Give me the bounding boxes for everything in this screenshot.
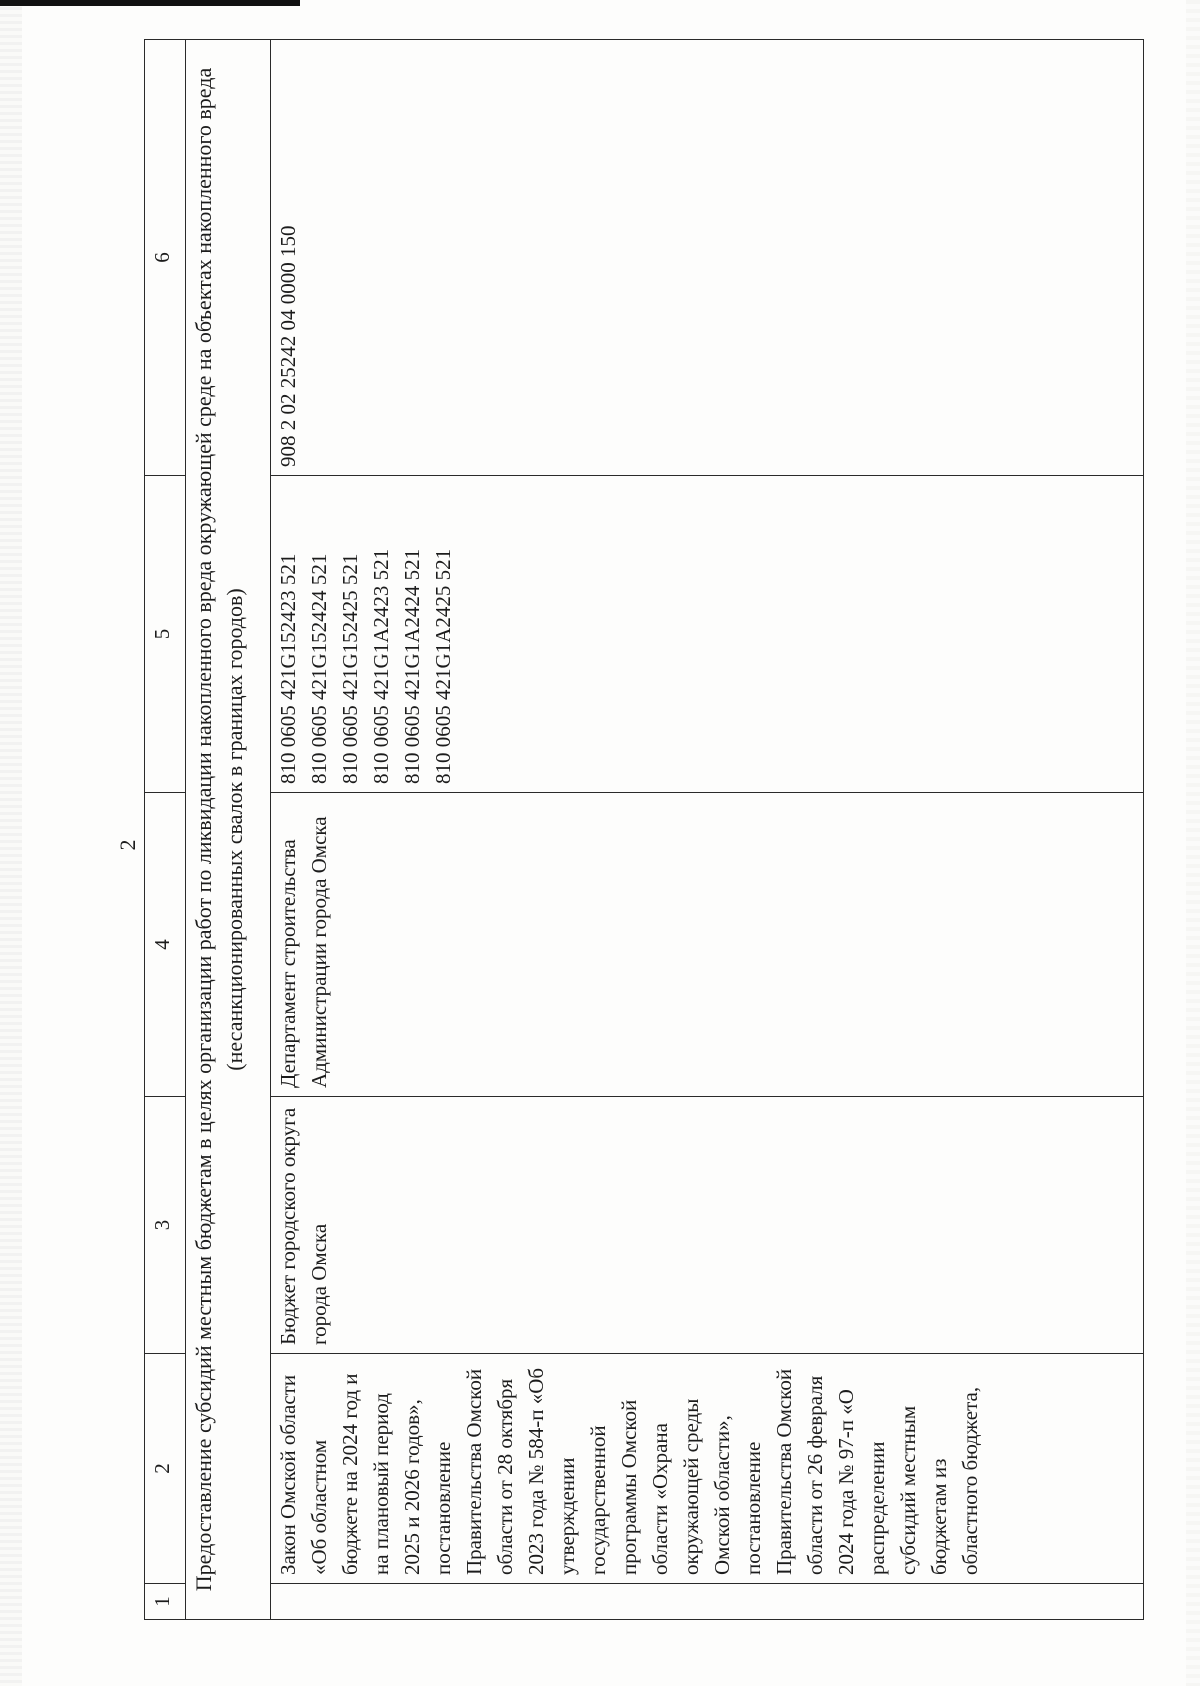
table-row [271,40,1144,1620]
budget-table [144,39,1144,1620]
column-number: 6 [145,40,186,476]
section-title: Предоставление субсидий местным бюджетам в целях организации работ по ликвидации накопленного вреда окружающей среде на объектах накопленного вреда (несанкционированных свалок в границах городов) [186,40,271,1620]
cell-revenue-code: 908 2 02 25242 04 0000 150 [271,40,1144,476]
column-number: 4 [145,793,186,1097]
scan-edge-right [1186,0,1200,1686]
cell-legal-basis: Закон Омской области «Об областном бюджете на 2024 год и на плановый период 2025 и 2026 годов», постановление Правительства Омской области от 28 октября 2023 года № 584-п «Об утверждении государственной программы Омской области «Охрана окружающей среды Омской области», постановление Правительства Омской области от 26 февраля 2024 года № 97-п «О распределении субсидий местным бюджетам из областного бюджета, [271,1354,1144,1584]
cell-expense-codes [271,476,1144,793]
rotated-table-wrapper [144,40,1144,1620]
cell-administrator: Департамент строительства Администрации города Омска [271,793,1144,1097]
expense-code: 810 0605 421G152423 521 [276,553,300,784]
cell-col1 [271,1584,1144,1620]
column-number: 2 [145,1354,186,1584]
expense-code: 810 0605 421G1A2424 521 [400,548,424,784]
section-title-row [186,40,271,1620]
expense-code: 810 0605 421G1A2425 521 [431,548,455,784]
column-number: 5 [145,476,186,793]
cell-budget: Бюджет городского округа города Омска [271,1097,1144,1354]
page-number: 2 [115,839,140,851]
expense-code: 810 0605 421G152424 521 [307,553,331,784]
scan-edge-left [0,0,22,1686]
column-number: 3 [145,1097,186,1354]
column-number-row [145,40,186,1620]
expense-code: 810 0605 421G152425 521 [338,553,362,784]
column-number: 1 [145,1584,186,1620]
expense-code: 810 0605 421G1A2423 521 [369,548,393,784]
scan-edge-top [0,0,300,6]
